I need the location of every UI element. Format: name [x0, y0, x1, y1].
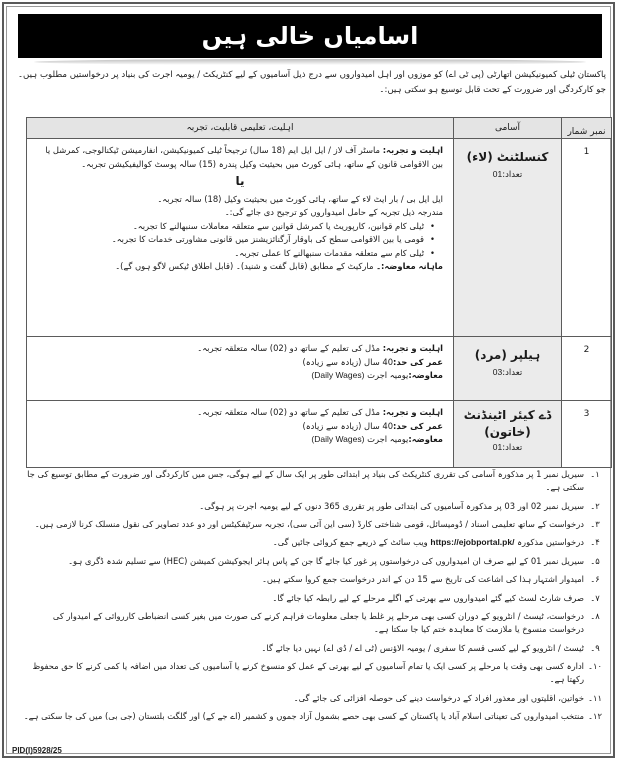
post-name: کنسلٹنٹ (لاء)	[466, 150, 549, 164]
term-text-before: درخواستیں مذکورہ	[517, 537, 584, 548]
count-label: تعداد	[505, 443, 523, 453]
term-item	[18, 642, 606, 655]
qualification-text: مڈل کی تعلیم کے ساتھ دو (02) سالہ متعلقہ تجربہ۔	[197, 343, 381, 353]
wage-line	[37, 433, 443, 447]
or-separator: یا	[235, 174, 245, 188]
term-item	[18, 536, 606, 549]
term-item	[18, 592, 606, 605]
term-text: درخواست کے ساتھ تعلیمی اسناد / ڈومیسائل، قومی شناختی کارڈ (سی این آئی سی)، تجربہ سرٹیفکیٹس اور دو عدد تصاویر کی نقول منسلک کرنا لازمی ہیں۔	[34, 518, 584, 529]
term-text: امیدوار اشتہار ہذا کی اشاعت کی تاریخ سے 15 دن کے اندر درخواست جمع کروا سکتے ہیں۔	[261, 574, 584, 585]
age-label: عمر کی حد:	[393, 420, 443, 431]
age-limit-line	[37, 356, 443, 370]
term-text: صرف شارٹ لسٹ کیے گئے امیدواروں سے بھرتی کے اگلے مرحلے کے لیے رابطہ کیا جائے گا۔	[272, 592, 584, 603]
count-label: تعداد	[505, 368, 523, 378]
term-text: درخواست، ٹیسٹ / انٹرویو کے دوران کسی بھی مرحلے پر غلط یا جعلی معلومات فراہم کرنے کی صورت میں بغیر کسی انضباطی کارروائی کے امیدوار کی درخواست منسوخ یا ملازمت کا معاہدہ ختم کیا جا سکتا ہے۔	[52, 610, 584, 635]
age-label: عمر کی حد:	[393, 356, 443, 367]
qualification-cell	[27, 139, 454, 337]
qualification-text: مڈل کی تعلیم کے ساتھ دو (02) سالہ متعلقہ تجربہ۔	[197, 407, 381, 417]
term-text: منتخب امیدواروں کی تعیناتی اسلام آباد یا پاکستان کے کسی بھی حصے بشمول آزاد جموں و کشمیر (اے جے کے) اور گلگت بلتستان (جی بی) میں کی جا سکتی ہے۔	[23, 710, 584, 721]
qualification-label: اہلیت و تجربہ:	[382, 407, 443, 417]
alternate-qualification: ایل ایل بی / بار ایٹ لاء کے ساتھ، ہائی کورٹ میں بحیثیت وکیل (18) سالہ تجربہ۔	[157, 193, 443, 204]
term-number: ۲۔	[590, 500, 600, 511]
post-cell	[454, 401, 562, 468]
term-item	[18, 610, 606, 636]
term-text: خواتین، اقلیتوں اور معذور افراد کے درخواست دینے کی حوصلہ افزائی کی جائے گی۔	[293, 692, 584, 703]
term-number: ۱۲۔	[588, 710, 602, 721]
count-value: 01	[492, 442, 503, 452]
post-count: تعداد:01	[492, 169, 523, 180]
intro-paragraph: پاکستان ٹیلی کمیونیکیشن اتھارٹی (پی ٹی اے) کو موزوں اور اہل امیدواروں سے درج ذیل آسامیوں کے لیے کنٹریکٹ / یومیہ اجرت کی بنیاد پر درخواستیں مطلوب ہیں۔ جو کارکردگی اور ضرورت کے تحت قابل توسیع ہو سکتی ہیں:۔	[18, 70, 606, 95]
qualification-text: ماسٹر آف لاز / ایل ایل ایم (18 سال) ترجیحاً ٹیلی کمیونیکیشن، انفارمیشن ٹیکنالوجی، کمرشل یا بین الاقوامی قانون کے ساتھ، ہائی کورٹ میں بحیثیت وکیل پندرہ (15) سالہ پوسٹ کوالیفیکیشن تجربہ۔	[45, 145, 443, 169]
age-text: 40 سال (زیادہ سے زیادہ)	[302, 356, 394, 367]
terms-list	[18, 468, 606, 728]
qualification-cell	[27, 337, 454, 401]
qualification-paragraph	[37, 144, 443, 171]
serial-number: 3	[562, 401, 612, 468]
age-limit-line	[37, 420, 443, 434]
page-title-banner: اسامیاں خالی ہیں	[18, 14, 602, 58]
pid-reference: PID(I)5928/25	[12, 746, 62, 755]
salary-label: ماہانہ معاوضہ:۔	[376, 261, 443, 271]
preference-item: • قومی یا بین الاقوامی سطح کی باوقار آرگنائزیشنز میں قانونی مشاورتی خدمات کا تجربہ۔	[37, 233, 435, 247]
qualification-paragraph	[37, 406, 443, 420]
serial-number: 2	[562, 337, 612, 401]
term-item	[18, 573, 606, 586]
qualification-label: اہلیت و تجربہ:	[382, 145, 443, 155]
job-portal-link[interactable]: https://ejobportal.pk/	[430, 537, 515, 548]
term-item	[18, 710, 606, 723]
preference-list	[37, 220, 443, 261]
header-qualification: اہلیت، تعلیمی قابلیت، تجربہ	[27, 118, 454, 139]
post-name: ڈے کیئر اٹینڈنٹ	[463, 408, 552, 422]
preference-item: • ٹیلی کام قوانین، کارپوریٹ یا کمرشل قوانین سے متعلقہ معاملات سنبھالنے کا تجربہ۔	[37, 220, 435, 234]
count-value: 03	[492, 367, 503, 377]
term-number: ۱۔	[590, 469, 600, 479]
term-number: ۵۔	[590, 555, 600, 566]
wage-label: معاوضہ:	[408, 370, 443, 380]
term-text: ادارہ کسی بھی وقت یا مرحلے پر کسی ایک یا تمام آسامیوں کے لیے بھرتی کے عمل کو منسوخ کرنے یا آسامیوں کی تعداد میں اضافہ یا کمی کرنے کا حق محفوظ رکھتا ہے۔	[32, 660, 584, 685]
wage-english: (Daily Wages)	[311, 370, 365, 380]
wage-text: یومیہ اجرت	[367, 434, 409, 444]
term-item	[18, 555, 606, 568]
term-number: ۱۰۔	[588, 660, 602, 671]
preference-item: • ٹیلی کام سے متعلقہ مقدمات سنبھالنے کا عملی تجربہ۔	[37, 247, 435, 261]
salary-text: مارکیٹ کے مطابق (قابل گفت و شنید)۔ (قابل اطلاق ٹیکس لاگو ہوں گے)۔	[115, 261, 374, 271]
qualification-cell	[27, 401, 454, 468]
header-serial-number: نمبر شمار	[562, 118, 612, 139]
wage-text: یومیہ اجرت	[367, 370, 409, 380]
term-item	[18, 518, 606, 531]
qualification-label: اہلیت و تجربہ:	[382, 343, 443, 353]
table-row	[27, 401, 612, 468]
post-count: تعداد:03	[492, 367, 523, 378]
header-post: آسامی	[454, 118, 562, 139]
wage-line	[37, 369, 443, 383]
term-text-after: ویب سائٹ کے ذریعے جمع کروائی جائیں گی۔	[272, 537, 428, 548]
serial-number: 1	[562, 139, 612, 337]
post-cell	[454, 139, 562, 337]
post-cell	[454, 337, 562, 401]
post-name: ہیلپر (مرد)	[474, 348, 541, 362]
term-item	[18, 500, 606, 513]
age-text: 40 سال (زیادہ سے زیادہ)	[302, 420, 394, 431]
vacancies-table	[26, 117, 612, 468]
preference-intro: مندرجہ ذیل تجربہ کے حامل امیدواروں کو ترجیح دی جائے گی:۔	[224, 207, 443, 217]
term-number: ۶۔	[590, 574, 600, 585]
term-text: ٹیسٹ / انٹرویو کے لیے کسی قسم کا سفری / یومیہ الاؤنس (ٹی اے / ڈی اے) نہیں دیا جائے گا۔	[261, 642, 584, 653]
term-number: ۸۔	[590, 610, 600, 621]
term-item	[18, 692, 606, 705]
term-number: ۹۔	[590, 642, 600, 653]
advertisement-frame	[2, 2, 615, 758]
count-label: تعداد	[505, 170, 523, 180]
term-item	[18, 660, 606, 686]
qualification-paragraph	[37, 342, 443, 356]
salary-line	[37, 260, 443, 274]
banner-shadow	[34, 59, 586, 65]
wage-english: (Daily Wages)	[311, 434, 365, 444]
post-count: تعداد:01	[492, 442, 523, 453]
term-text: سیریل نمبر 1 پر مذکورہ آسامی کی تقرری کنٹریکٹ کی بنیاد پر ابتدائی طور پر ایک سال کے لیے ہوگی، جس میں کارکردگی اور ضرورت کے مطابق توسیع کی جا سکتی ہے۔	[27, 469, 584, 493]
term-item	[18, 468, 606, 494]
term-number: ۳۔	[590, 518, 600, 529]
count-value: 01	[492, 169, 503, 179]
post-subtitle: (خاتون)	[484, 425, 531, 439]
term-text: سیریل نمبر 02 اور 03 پر مذکورہ آسامیوں کی ابتدائی طور پر تقرری 365 دنوں کے لیے یومیہ اجرت پر ہوگی۔	[199, 500, 584, 511]
term-text: سیریل نمبر 01 کے لیے صرف ان امیدواروں کی درخواستوں پر غور کیا جائے گا جن کے پاس ہائر ایجوکیشن کمیشن (HEC) سے تسلیم شدہ ڈگری ہو۔	[68, 555, 584, 566]
wage-label: معاوضہ:	[408, 434, 443, 444]
term-number: ۷۔	[590, 592, 600, 603]
table-header-row	[27, 118, 612, 139]
term-text	[18, 536, 584, 549]
term-number: ۴۔	[590, 537, 600, 548]
term-number: ۱۱۔	[588, 692, 602, 703]
table-row	[27, 337, 612, 401]
table-row	[27, 139, 612, 337]
